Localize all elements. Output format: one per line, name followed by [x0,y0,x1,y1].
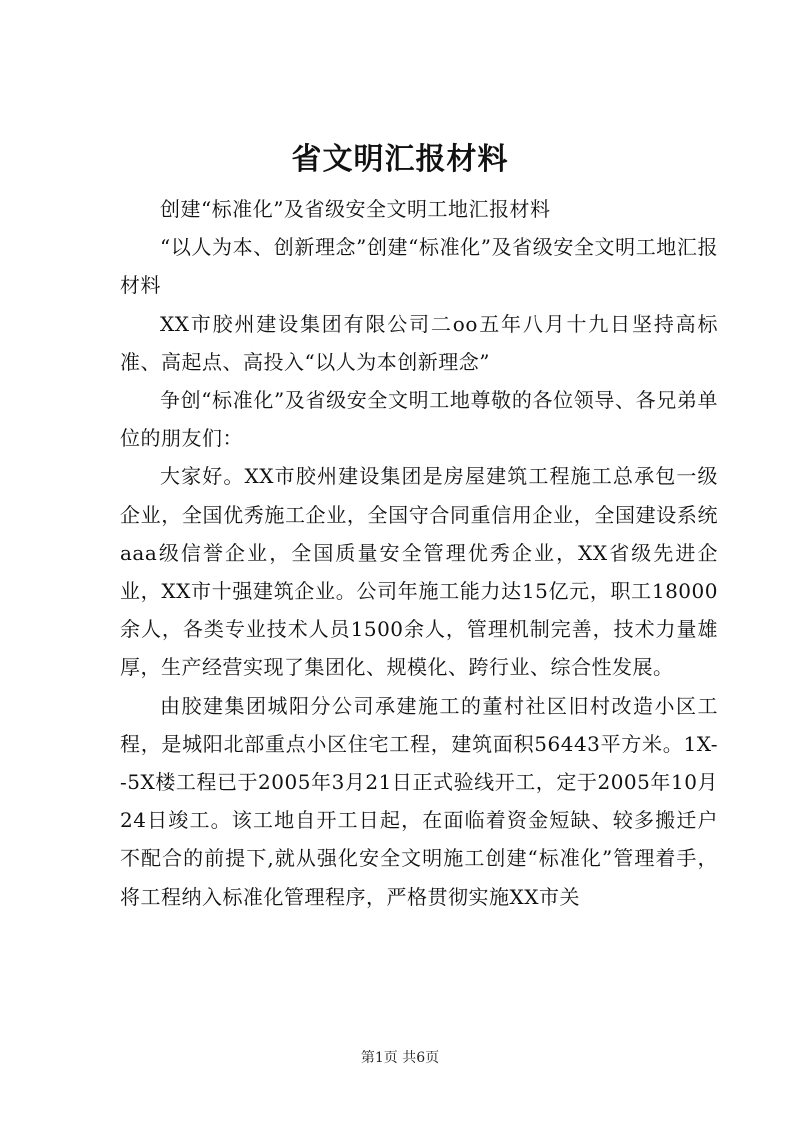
paragraph-company-intro: 大家好。XX市胶州建设集团是房屋建筑工程施工总承包一级企业，全国优秀施工企业，全国守合同重信用企业，全国建设系统aaa级信誉企业，全国质量安全管理优秀企业，XX省级先进企业，XX市十强建筑企业。公司年施工能力达15亿元，职工18000余人，各类专业技术人员1500余人，管理机制完善，技术力量雄厚，生产经营实现了集团化、规模化、跨行业、综合性发展。 [120,464,718,680]
paragraph-subtitle: 创建“标准化”及省级安全文明工地汇报材料 [160,197,551,221]
paragraph-greeting: 争创“标准化”及省级安全文明工地尊敬的各位领导、各兄弟单位的朋友们： [120,388,718,451]
document-title: 省文明汇报材料 [291,142,509,177]
paragraph-project-intro: 由胶建集团城阳分公司承建施工的董村社区旧村改造小区工程，是城阳北部重点小区住宅工程，建筑面积56443平方米。1X--5X楼工程已于2005年3月21日正式验线开工，定于2005年10月24日竣工。该工地自开工日起，在面临着资金短缺、较多搬迁户不配合的前提下,就从强化安全文明施工创建“标准化”管理着手，将工程纳入标准化管理程序，严格贯彻实施XX市关 [120,693,718,909]
paragraph-slogan: “以人为本、创新理念”创建“标准化”及省级安全文明工地汇报材料 [120,235,718,298]
paragraph-organization: XX市胶州建设集团有限公司二oo五年八月十九日坚持高标准、高起点、高投入“以人为本创新理念” [120,311,718,374]
page-footer: 第1页 共6页 [360,1050,440,1066]
document-body [120,190,718,916]
